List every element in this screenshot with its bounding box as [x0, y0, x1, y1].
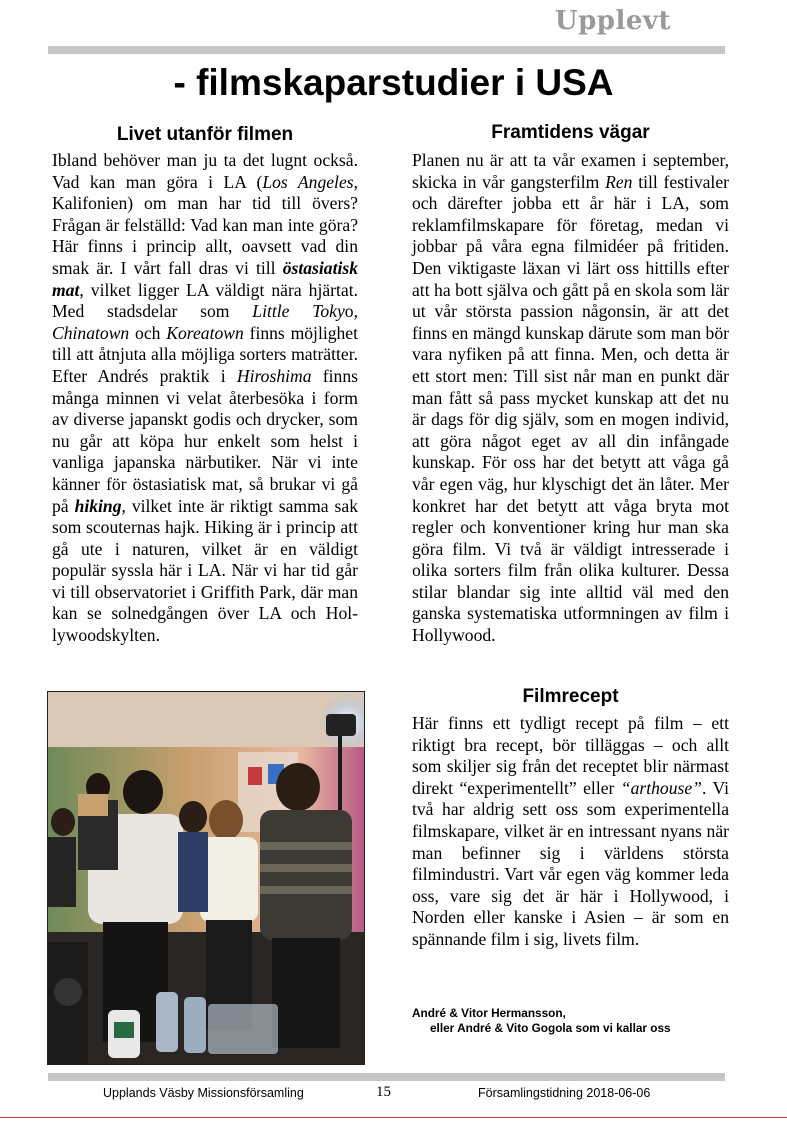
bottom-rule — [48, 1073, 725, 1081]
text-run: till festivaler och därefter jobba ett år här i LA, som reklamfilmskapare för företag, medan vi jobbar på våra egna filmidéer på fritiden. Den viktigaste läxan vi lärt oss hittills efter att ha bott själva och gått på en skola som lär ut vår största passion någonsin, är att det finns en mängd kunskap därute som man bör vara nyfiken på att finna. Men, och detta är ett stort men: Till sist når man en punkt där man fått så pass mycket kunskap att det nu är dags för dig själv, som en mogen individ, att göra något eget av all din infångade kunskap. För oss har det betytt att våga gå vår egen väg, hur klyschigt det än låter. Mer konkret har det betytt att våga bryta mot regler och konventioner kring hur man ska göra film. Vi två är väldigt intresserade i olika sorters film från olika kulturer. Dessa stilar blandar sig inte alltid väl med den ganska systematiska utformningen av film i Hollywood. — [412, 171, 729, 646]
text-run: . Vi två har aldrig sett oss som experimentella filmskapare, vilket är en intressant nyans när man befinner sig i världens största filmindustri. Vart vår egen väg kommer leda oss, vare sig det är här i Hollywood, i Norden eller kanske i Asien – är som en spännande film i sig, livets film. — [412, 777, 729, 949]
right-heading: Framtidens vägar — [491, 122, 650, 143]
top-rule — [48, 46, 725, 54]
credit-line-1: André & Vitor Hermansson, — [412, 1006, 566, 1020]
footer-organization: Upplands Väsby Missionsförsamling — [103, 1086, 304, 1100]
left-heading: Livet utanför filmen — [116, 124, 294, 145]
text-run: Chinatown — [52, 322, 130, 343]
left-paragraph — [52, 150, 358, 647]
footer-page-number: 15 — [376, 1084, 391, 1100]
text-run: hiking — [74, 495, 122, 516]
recipe-paragraph — [412, 713, 729, 951]
left-column-text — [52, 150, 358, 647]
text-run: Ren — [605, 171, 633, 192]
text-run: Los Angeles — [262, 171, 354, 192]
recipe-heading: Filmrecept — [522, 686, 619, 707]
section-label: Upplevt — [554, 6, 671, 36]
text-run: Här finns ett tydligt recept på film – ett riktigt bra recept, bör tilläggas – och allt som skiljer sig från det receptet blir närmast direkt “experimentellt” eller — [412, 713, 729, 798]
text-run: Ibland behöver man ju ta det lugnt också. Vad kan man göra i LA ( — [52, 150, 358, 192]
author-credit — [412, 1006, 671, 1036]
photo — [47, 691, 365, 1065]
text-run: Koreatown — [166, 322, 244, 343]
text-run: o, — [344, 301, 358, 322]
text-run: östasiatisk mat — [52, 257, 358, 300]
text-run: och — [129, 322, 167, 343]
page-edge-line — [0, 1117, 787, 1118]
right-paragraph — [412, 150, 729, 647]
text-run: finns många minnen vi velat återbesöka i form av diverse japanskt godis och drycker, som nu går att köpa hur enkelt som helst i vanliga japanska närbutiker. När vi inte känner för östasiatisk mat, så brukar vi gå på — [52, 365, 358, 516]
text-run: “arthouse” — [620, 777, 702, 798]
right-column-text — [412, 150, 729, 647]
text-run: , Kalifonien) om man har tid till övers? Frågan är felställd: Vad kan man inte göra? Här finns i princip allt, oavsett vad din smak är. I vårt fall dras vi till — [52, 171, 359, 278]
text-run: Hiroshima — [236, 365, 312, 386]
text-run: finns möjlighet till att åtnjuta alla möjliga sorters maträtter. Efter Andrés praktik i — [52, 322, 359, 386]
recipe-text — [412, 713, 729, 951]
text-run: , vilket inte är riktigt samma sak som scouternas hajk. Hiking är i princip att gå ute i naturen, vilket är en väldigt populär syssla här i LA. När vi har tid går vi till observatoriet i Griffith Park, där man kan se solnedgången över LA och Hollywoodskylten. — [52, 495, 358, 646]
text-run: Little Toky — [252, 301, 345, 322]
photo-illustration — [48, 692, 364, 1064]
text-run: , vilket ligger LA väldigt nära hjärtat. Med stadsdelar som — [52, 279, 358, 322]
page-title: - filmskaparstudier i USA — [173, 62, 614, 103]
credit-line-2: eller André & Vito Gogola som vi kallar oss — [430, 1021, 671, 1035]
text-run: Planen nu är att ta vår examen i september, skicka in vår gangsterfilm — [412, 150, 729, 192]
footer-publication: Församlingstidning 2018-06-06 — [478, 1086, 651, 1100]
